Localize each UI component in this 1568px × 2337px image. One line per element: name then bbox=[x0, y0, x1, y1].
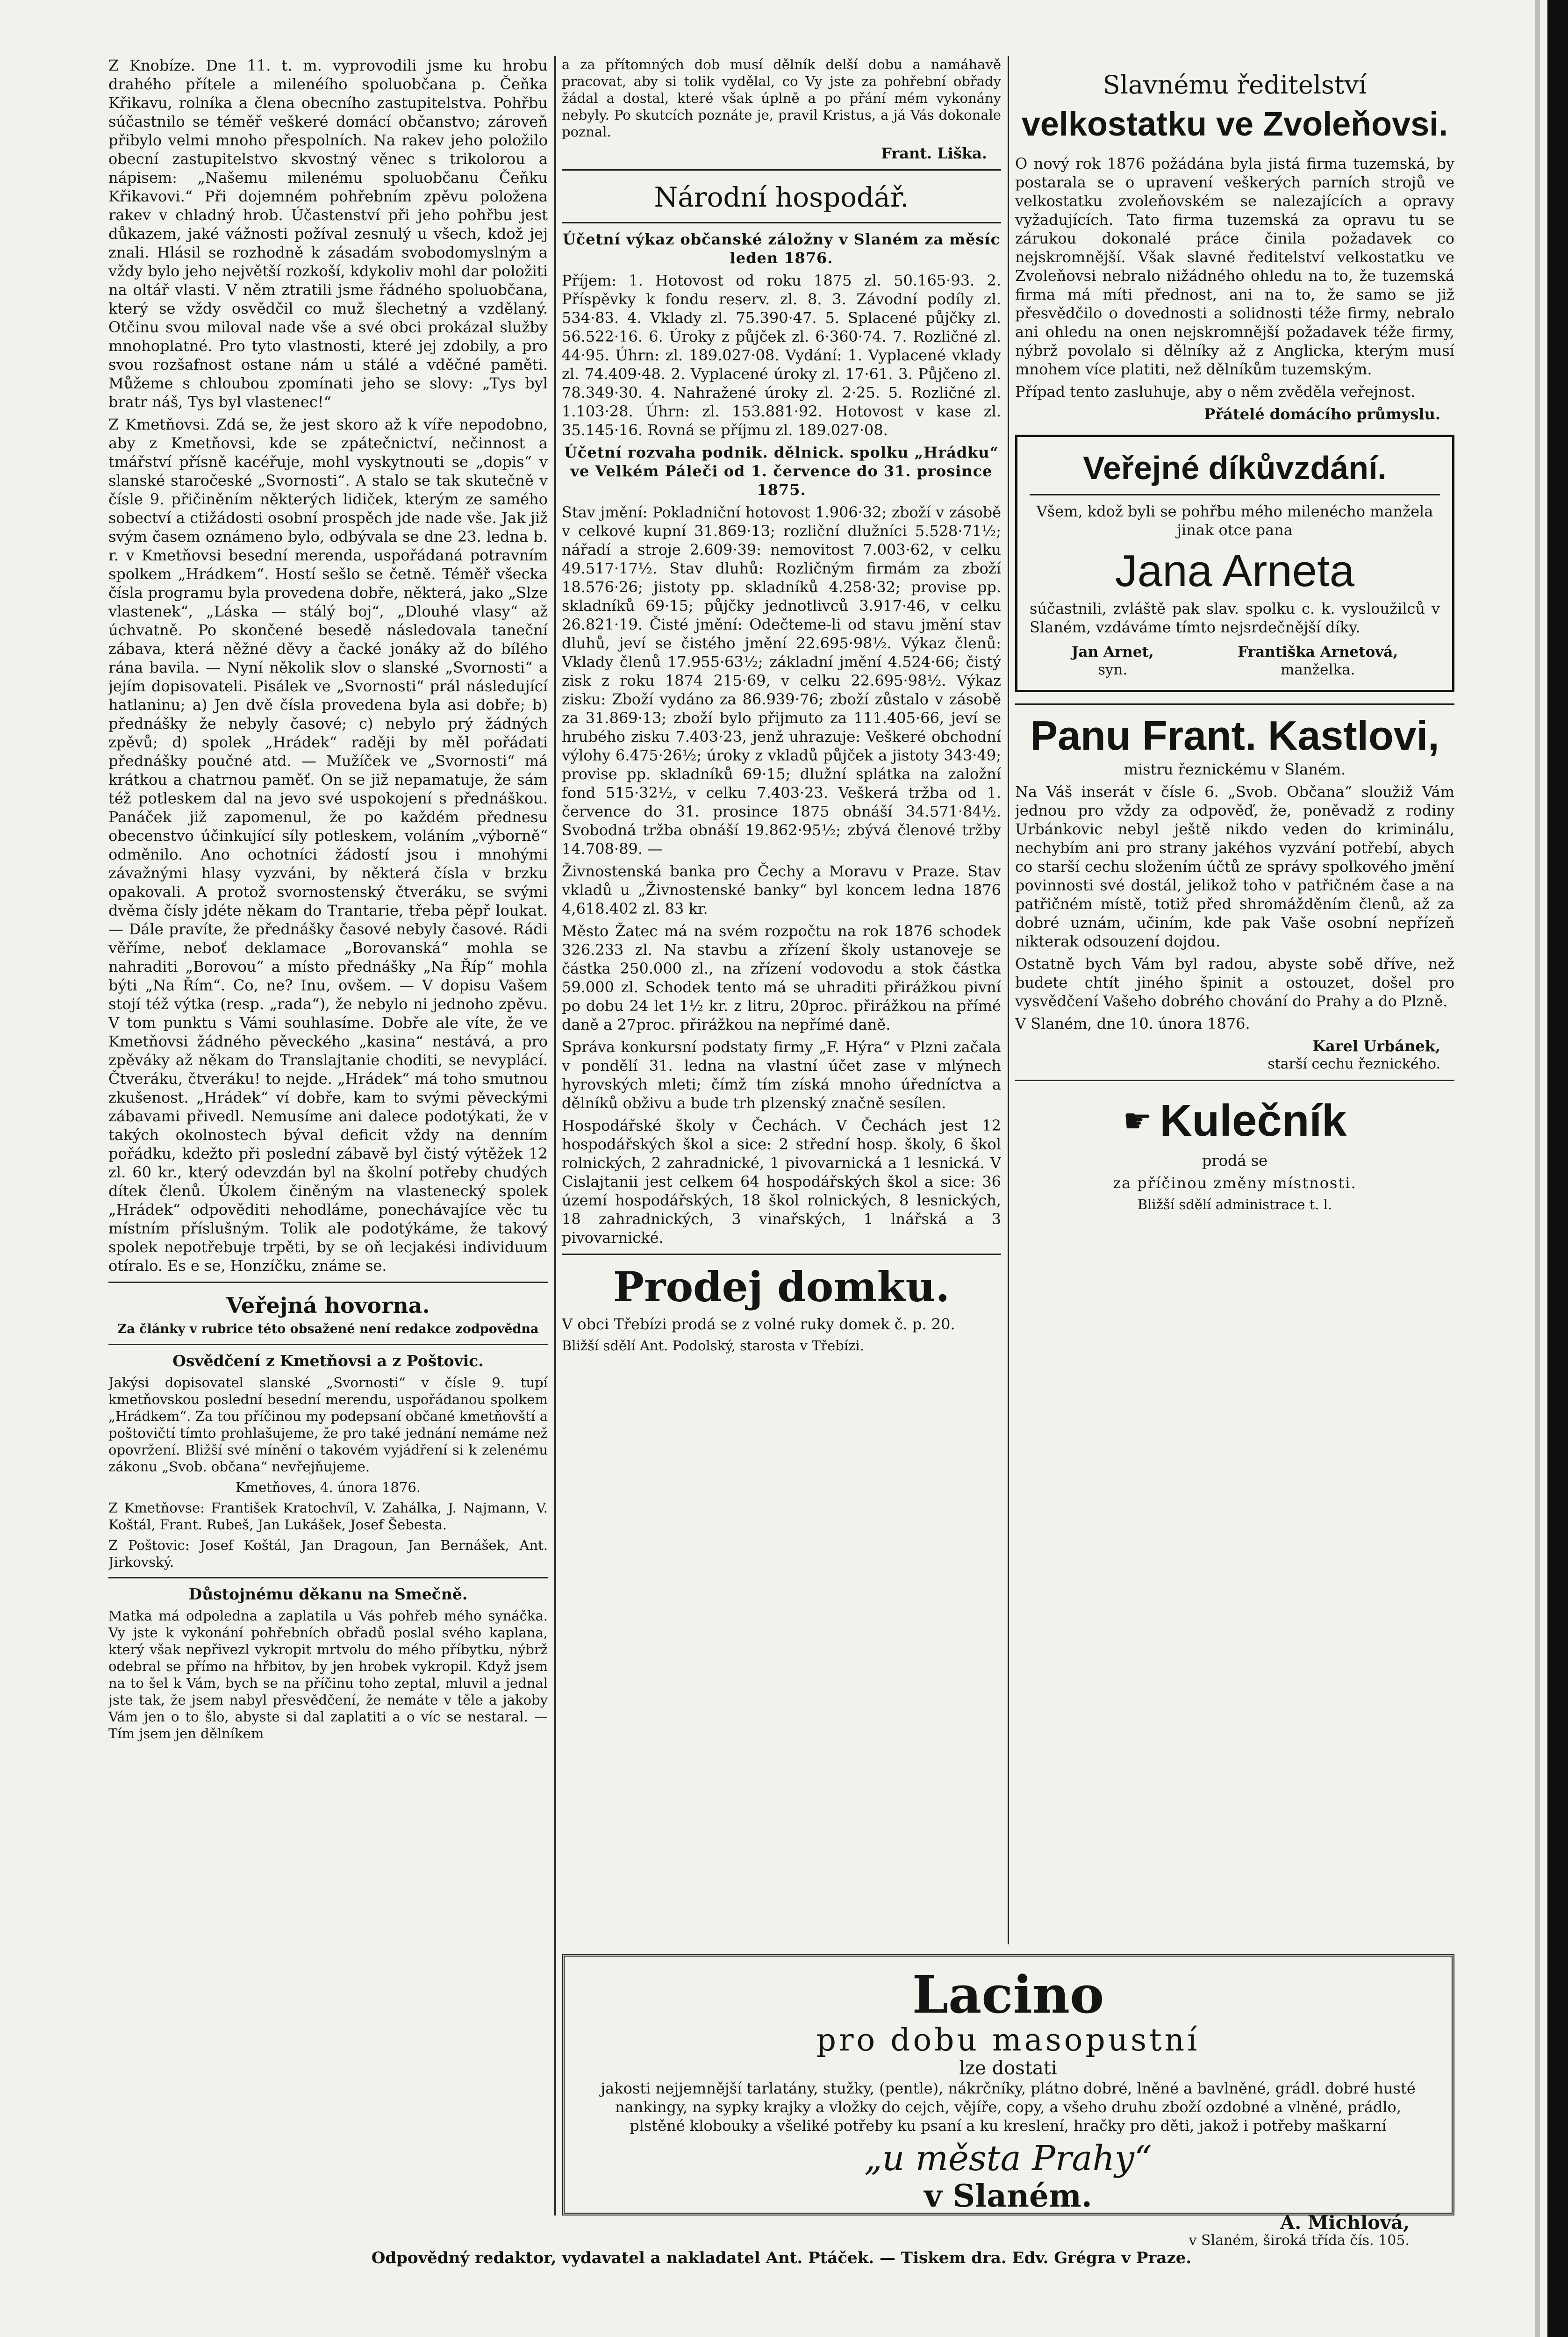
divider bbox=[108, 1344, 548, 1345]
lacino-advertisement bbox=[562, 1954, 1454, 2249]
kastl-subtitle: mistru řeznickému v Slaném. bbox=[1124, 760, 1346, 778]
velkostatek-body-2: Případ tento zasluhuje, aby o něm zvěděla veřejnost. bbox=[1015, 383, 1416, 401]
kulecnik-body-2: za příčinou změny místnosti. bbox=[1113, 1174, 1357, 1192]
divider bbox=[562, 169, 1001, 171]
section-title-hovorna: Veřejná hovorna. bbox=[226, 1293, 430, 1318]
page-edge bbox=[1547, 0, 1568, 2337]
lacino-store-town: v Slaném. bbox=[924, 2178, 1092, 2214]
article-knobize: Z Knobíze. Dne 11. t. m. vyprovodili jsme ku hrobu drahého přítele a milenéího spoluobčana p. Čeňka Křikavu, rolníka a člena obecního zastupitelstva. Pohřbu súčastnilo se téměř veškeré domácí občanstvo; zároveň přibylo velmi mnoho přespolních. Na rakev jeho položilo obecní zastupitelstvo skvostný věnec s trikolorou a nápisem: „Našemu milenému spoluobčanu Čeňku Křikavovi.“ Při dojemném pohřebním zpěvu položena rakev v chladný hrob. Účastenství při jeho pohřbu jest důkazem, jaké vážnosti požíval zesnulý u všech, kdož jej znali. Hlásil se rozhodně k zásadám svobodomyslným a vždy bylo jeho největší rozkoší, kdykoliv mohl dar položiti na oltář vlasti. V něm ztratili jsme řádného spoluobčana, který se vždy osvědčil co muž šlechetný a vzdělaný. Otčinu svou miloval nade vše a své obci prokázal služby mnohoplatné. Pro tyto vlastnosti, které jej zdobily, a pro svou rozšafnost ostane nám u stálé a vděčné paměti. Můžeme s chloubou zpomínati jeho se slovy: „Tys byl bratr náš, Tys byl vlastenec!“ bbox=[108, 57, 548, 411]
right-column bbox=[1015, 56, 1454, 1996]
kulecnik-note: Bližší sdělí administrace t. l. bbox=[1137, 1197, 1332, 1212]
dikuvzdani-name: Jana Arneta bbox=[1115, 546, 1355, 596]
prodej-domku-note: Bližší sdělí Ant. Podolský, starosta v Třebízi. bbox=[562, 1338, 864, 1354]
lacino-lze-dostati: lze dostati bbox=[959, 2057, 1057, 2079]
kastl-title: Panu Frant. Kastlovi, bbox=[1030, 712, 1439, 759]
ucet1-title: Účetní výkaz občanské záložny v Slaném za měsíc leden 1876. bbox=[562, 230, 1001, 267]
dekan-body-continued: a za přítomných dob musí dělník delší dobu a namáhavě pracovat, aby si tolik vydělal, co Vy jste za pohřební obřady žádal a dostal, které však úplně a po přání mém vykonány nebyly. Po skutcích poznáte je, pravil Kristus, a já Vás dokonale poznal. bbox=[562, 57, 1001, 140]
left-column bbox=[108, 56, 548, 2215]
slavnemu-title: Slavnému ředitelství bbox=[1103, 70, 1367, 100]
mesto-zatec: Město Žatec má na svém rozpočtu na rok 1876 schodek 326.233 zl. Na stavbu a zřízení školy ustanoveje se částka 250.000 zl., na zřízení vodovodu a stok částka 59.000 zl. Schodek tento má se uhraditi přirážkou pivní po dobu 24 let 1½ kr. z litru, 20proc. přirážkou na přímé daně a 27proc. přirážkou na nepřímé daně. bbox=[562, 922, 1001, 1033]
zivnostenska-banka: Živnostenská banka pro Čechy a Moravu v Praze. Stav vkladů u „Živnostenské banky“ byl koncem ledna 1876 4,618.402 zl. 83 kr. bbox=[562, 862, 1001, 918]
velkostatek-title: velkostatku ve Zvoleňovsi. bbox=[1021, 106, 1448, 143]
kulecnik-title: Kulečník bbox=[1160, 1096, 1347, 1146]
dikuvzdani-body: Všem, kdož byli se pohřbu mého milenécho manžela jinak otce pana bbox=[1036, 502, 1433, 539]
prodej-domku-title: Prodej domku. bbox=[613, 1262, 950, 1311]
divider bbox=[1015, 703, 1454, 705]
kastl-body-2: Ostatně bych Vám byl radou, abyste sobě dříve, než budete chtít jiného špinit a ostouzet, došel pro vysvědčení Vašeho dobrého chování do Prahy a do Plzně. bbox=[1015, 955, 1454, 1010]
signature-name: Františka Arnetová, bbox=[1238, 644, 1398, 660]
signature-role: syn. bbox=[1098, 661, 1128, 678]
ucet2-title: Účetní rozvaha podnik. dělnick. spolku „Hrádku“ ve Velkém Páleči od 1. července do 31. prosince 1875. bbox=[564, 444, 999, 499]
dikuvzdani-title: Veřejné díkůvzdání. bbox=[1083, 450, 1387, 486]
ucet1-body: Příjem: 1. Hotovost od roku 1875 zl. 50.165·93. 2. Příspěvky k fondu reserv. zl. 8. 3. Závodní podíly zl. 534·83. 4. Vklady zl. 75.390·47. 5. Splacené půjčky zl. 56.522·16. 6. Úroky z půjček zl. 6·360·74. 7. Rozličné zl. 44·95. Úhrn: zl. 189.027·08. Vydání: 1. Vyplacené vklady zl. 74.409·48. 2. Vyplacené úroky zl. 17·61. 3. Půjčeno zl. 78.349·30. 4. Nahražené úroky zl. 2·25. 5. Rozličné zl. 1.103·28. Úhrn: zl. 153.881·92. Hotovost v kase zl. 35.145·16. Rovná se příjmu zl. 189.027·08. bbox=[562, 272, 1001, 439]
kastl-signature: Karel Urbánek, bbox=[1312, 1037, 1440, 1055]
velkostatek-body: O nový rok 1876 požádána byla jistá firma tuzemská, by postarala se o upravení veškerých parních strojů ve velkostatku zvoleňovském se nalezajících a opravy vyžadujících. Tato firma tuzemská za opravu tu se zárukou dokonalé práce činila požadavek co nejskromnější. Však slavné ředitelství velkostatku ve Zvoleňovsi nebralo nižádného ohledu na to, že tuzemská firma má míti přednost, ani na to, že samo se již přesvědčilo o dovednosti a solidnosti téže firmy, nebralo ani ohledu na onen nejskromnější požadavek téže firmy, nýbrž povolalo si dělníky až z Anglicka, kterým musí mnohem více platiti, než dělníkům tuzemským. bbox=[1015, 155, 1454, 378]
hospodarske-skoly: Hospodářské školy v Čechách. V Čechách jest 12 hospodářských škol a sice: 2 střední hosp. školy, 6 škol rolnických, 2 zahradnické, 1 pivovarnická a 1 lesnická. V Cislajtanii jest celkem 64 hospodářských škol a sice: 36 území hospodářských, 18 škol rolnických, 8 lesnických, 18 zahradnických, 3 vinařských, 1 lnářská a 3 pivovarnické. bbox=[562, 1117, 1001, 1247]
signature-liska: Frant. Liška. bbox=[881, 144, 987, 162]
osvedceni-names-postovice: Z Poštovic: Josef Koštál, Jan Dragoun, Jan Bernášek, Ant. Jirkovský. bbox=[108, 1537, 548, 1570]
column-divider bbox=[554, 56, 556, 2215]
lacino-title: Lacino bbox=[912, 1964, 1104, 2025]
osvedceni-body: Jakýsi dopisovatel slanské „Svornosti“ v čísle 9. tupí kmetňovskou poslední besední merendu, uspořádanou spolkem „Hrádkem“. Za tou příčinou my podepsaní občané kmetňovští a poštovičtí tímto prohlašujeme, že pro také jednání nemáme než opovržení. Bližší své mínění o takovém vyjádření si k zelenému zákonu „Svob. občana“ nevřejňujeme. bbox=[108, 1375, 548, 1475]
divider bbox=[1030, 494, 1440, 495]
osvedceni-date: Kmetňoves, 4. února 1876. bbox=[235, 1479, 421, 1495]
section-note: Za články v rubrice této obsažené není redakce zodpovědna bbox=[117, 1322, 539, 1336]
dikuvzdani-body-2: súčastnili, zvláště pak slav. spolku c. k. vysloužilců v Slaném, vzdáváme tímto nejsrdečnější díky. bbox=[1030, 600, 1440, 636]
sprava-hyra: Správa konkursní podstaty firmy „F. Hýra“ v Plzni začala v pondělí 31. ledna na vlastní účet zase v mlýnech hyrovských mleti; čímž tím získá mnoho úředníctva a dělníků obživu a bude trh plzenský značně sesílen. bbox=[562, 1038, 1001, 1112]
section-title-narodni-hospodar: Národní hospodář. bbox=[654, 181, 909, 213]
lacino-address: v Slaném, široká třída čís. 105. bbox=[1189, 2232, 1410, 2249]
divider bbox=[562, 222, 1001, 223]
signature-name: Jan Arnet, bbox=[1071, 644, 1154, 660]
signature-role: manželka. bbox=[1280, 661, 1355, 678]
prodej-domku-body: V obci Třebízi prodá se z volné ruky domek č. p. 20. bbox=[562, 1315, 955, 1333]
divider bbox=[108, 1577, 548, 1578]
article-kmetnovsi: Z Kmetňovsi. Zdá se, že jest skoro až k víře nepodobno, aby z Kmetňovsi, kde se zpátečnictví, nečinnost a tmářství přísně kacéřuje, mohl vyskytnouti se „dopis“ v slanské staročeské „Svornosti“. A stalo se tak skutečně v čísle 9. přičiněním některých lidiček, kterým ze samého sobectví a ctižádosti osobní prospěch jde nade vše. Jak již svým časem oznámeno bylo, odbývala se dne 23. ledna b. r. v Kmetňovsi besední merenda, uspořádaná potravním spolkem „Hrádkem“. Hostí sešlo se četně. Téměř všecka čísla programu byla provedena dobře, některá, jako „Slze vlastenek“, „Láska — stálý boj“, „Dlouhé vlasy“ až úchvatně. Po skončené besedě následovala taneční zábava, která něžné děvy a čacké jonáky až do bílého rána bavila. — Nyní několik slov o slanské „Svornosti“ a jejím dopisovateli. Pisálek ve „Svornosti“ prál následující hatlaninu; a) Jen dvě čísla provedena byla asi dobře; b) přednášky že nebyly časové; c) nebylo prý žádných zpěvů; d) spolek „Hrádek“ raději by měl pořádati přednášky poučné atd. — Mužíček ve „Svornosti“ má krátkou a chatrnou paměť. On se již nepamatuje, že sám též potleskem dal na jevo své uspokojení s přednáškou. Panáček již zapomenul, že po každém přednesu obecenstvo účinkující síly potleskem, voláním „výborně“ odměnilo. Ano ochotníci žádostí jsou i mnohými závažnými hlasy vyzváni, by některá čísla v brzku opakovali. A protož svornostenský čtveráku, se svými dvěma čísly jdéte někam do Trantarie, třeba pěpř loukat. — Dále pravíte, že přednášky časové nebyly časové. Rádi věříme, neboť deklamace „Borovanská“ mohla se nahraditi „Borovou“ a místo přednášky „Na Říp“ mohla býti „Na Řím“. Co, ne? Inu, ovšem. — V dopisu Vašem stojí též výtka (resp. „rada“), že nebylo ni jednoho zpěvu. V tom punktu s Vámi souhlasíme. Dobře ale víte, že ve Kmetňovsi žádného pěveckého „kasina“ nestává, a pro zpěváky až někam do Translajtanie choditi, se nevyplácí. Čtveráku, čtveráku! to nejde. „Hrádek“ má toho smutnou zkušenost. „Hrádek“ ví dobře, kam to svými pěveckými zábavami přivedl. Nemusíme ani dalece podotýkati, že v takých okolnostech býval deficit vždy na denním pořádku, kdežto při poslední zábavě byl čistý výtěžek 12 zl. 60 kr., který odevzdán byl na školní potřeby chudých dítek členů. Úkolem činěným na vlastenecký spolek „Hrádek“ odpověditi nehodláme, ponechávajíce věc tu místním příslušným. Tolik ale podotýkáme, že takový spolek nepotřebuje trpěti, by se oň lecjakési individuum otíralo. Es e se, Honzíčku, známe se. bbox=[108, 416, 548, 1275]
divider bbox=[1015, 1080, 1454, 1081]
middle-column bbox=[562, 56, 1001, 1996]
kastl-body: Na Váš inserát v čísle 6. „Svob. Občana“ sloužiž Vám jednou pro vždy za odpověď, že, poněvadž z rodiny Urbánkovic nebyl ještě nikdo veden do kriminálu, nechybím ani pro strany jakéhos vyzvání potřebí, abych co starší cechu složením účtů ze správy spolkového jmění povinnosti své dostál, jelikož toho v patřičném čase a na patřičném místě, totiž před shromážděním členů, až za dobré uznám, učiním, kde pak Vaše osobní nepřízeň nikterak odsouzení dojdou. bbox=[1015, 783, 1454, 950]
divider bbox=[108, 1282, 548, 1283]
page-edge-line bbox=[1535, 0, 1540, 2337]
velkostatek-signature: Přátelé domácího průmyslu. bbox=[1204, 405, 1440, 423]
kastl-date: V Slaném, dne 10. února 1876. bbox=[1015, 1015, 1250, 1032]
signature-frantiska-arnetova bbox=[1238, 643, 1398, 679]
kulecnik-heading bbox=[1015, 1095, 1454, 1147]
pointing-hand-icon: ☛ bbox=[1123, 1102, 1153, 1140]
osvedceni-title: Osvědčení z Kmetňovsi a z Poštovic. bbox=[172, 1352, 484, 1370]
ucet2-body: Stav jmění: Pokladniční hotovost 1.906·32; zboží v zásobě v celkové kupní 31.869·13; rozliční dlužníci 5.528·71½; nářadí a stroje 2.609·39: nemovitost 7.003·62, v celku 49.517·17½. Stav dluhů: Rozličným firmám za zboží 18.576·26; jistoty pp. skladníků 4.258·32; provise pp. skladníků 69·15; půjčky jednotlivců 3.917·46, v celku 26.821·19. Čisté jmění: Odečteme-li od stavu jmění stav dluhů, jeví se čistého jmění 22.695·98½. Výkaz členů: Vklady členů 17.955·63½; základní jmění 4.524·66; čistý zisk z roku 1874 215·69, v celku 22.695·98½. Výkaz zisku: Zboží vydáno za 86.939·76; zboží zůstalo v zásobě za 31.869·13; zboží bylo přijmuto za 111.405·66, jeví se hrubého zisku 7.403·23, jenž uhrazuje: Veškeré obchodní výlohy 6.475·26½; úroky z vkladů půjček a jistoty 343·49; provise pp. skladníků 69·15; dlužní splátka na založní fond 515·32½, v celku 7.403·23. Veškerá tržba od 1. července do 31. prosince 1875 obnáší 34.571·84½. Svobodná tržba obnáší 19.862·95½; zbývá členové tržby 14.708·89. — bbox=[562, 503, 1001, 858]
lacino-signature: A. Michlová, bbox=[1280, 2212, 1410, 2234]
kulecnik-body: prodá se bbox=[1202, 1152, 1268, 1169]
divider bbox=[562, 1254, 1001, 1255]
imprint-footer: Odpovědný redaktor, vydavatel a nakladatel Ant. Ptáček. — Tiskem dra. Edv. Grégra v Praze. bbox=[371, 2249, 1192, 2267]
dikuvzdani-signatures bbox=[1030, 643, 1440, 679]
signature-jan-arnet bbox=[1072, 643, 1154, 679]
column-divider bbox=[1008, 56, 1009, 1944]
dekan-title: Důstojnému děkanu na Smečně. bbox=[188, 1585, 468, 1603]
lacino-store-name: „u města Prahy“ bbox=[864, 2138, 1152, 2179]
dikuvzdani-box bbox=[1015, 435, 1454, 692]
dekan-body: Matka má odpoledna a zaplatila u Vás pohřeb mého synáčka. Vy jste k vykonání pohřebních obřadů poslal svého kaplana, který však nepřivezl vykropit mrtvolu do mého příbytku, nýbrž odebral se přímo na hřbitov, by jen hrobek vykropil. Když jsem na to šel k Vám, bych se na příčinu toho zeptal, mluvil a jednal jste tak, že jsem nabyl přesvědčení, že nemáte v těle a jakoby Vám jen o to šlo, abyste si dal zaplatiti a o víc se nestaral. — Tím jsem jen dělníkem bbox=[108, 1608, 548, 1742]
kastl-signature-role: starší cechu řeznického. bbox=[1267, 1056, 1440, 1072]
lacino-subtitle: pro dobu masopustní bbox=[816, 2022, 1200, 2058]
osvedceni-names-kmetnoves: Z Kmetňovse: František Kratochvíl, V. Zahálka, J. Najmann, V. Koštál, Frant. Rubeš, Jan Lukášek, Josef Šebesta. bbox=[108, 1500, 548, 1533]
lacino-body: jakosti nejjemnější tarlatány, stužky, (pentle), nákrčníky, plátno dobré, lněné a bavlněné, grádl. dobré husté nankingy, na sypky krajky a vložky do cejch, vějíře, copy, a všeho druhu zboží ozdobné a vlněné, prádlo, plstěné klobouky a všeliké potřeby ku psaní a ku kreslení, hračky pro děti, jakož i potřeby maškarní bbox=[601, 2079, 1416, 2135]
